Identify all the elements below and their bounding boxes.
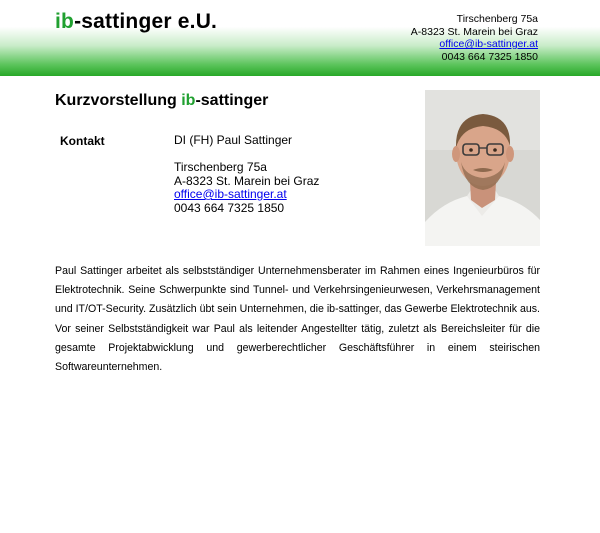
spacer <box>174 148 319 162</box>
title-prefix: Kurzvorstellung <box>55 92 182 109</box>
header-email-link[interactable]: office@ib-sattinger.at <box>439 38 538 50</box>
brand-prefix: ib <box>55 10 75 33</box>
contact-street: Tirschenberg 75a <box>174 160 267 174</box>
contact-details <box>174 134 319 215</box>
header-street: Tirschenberg 75a <box>456 13 538 25</box>
brand-suffix: -sattinger e.U. <box>74 10 218 33</box>
page-header <box>0 0 600 76</box>
title-suffix: -sattinger <box>195 92 269 109</box>
contact-city: A-8323 St. Marein bei Graz <box>174 173 320 188</box>
portrait-photo <box>425 90 540 246</box>
header-address <box>411 13 538 63</box>
company-logo-text <box>55 10 217 34</box>
header-city: A-8323 St. Marein bei Graz <box>410 25 538 38</box>
header-phone: 0043 664 7325 1850 <box>441 50 538 63</box>
contact-name: DI (FH) Paul Sattinger <box>174 133 293 147</box>
contact-email-link[interactable]: office@ib-sattinger.at <box>174 187 287 201</box>
intro-paragraph: Paul Sattinger arbeitet als selbstständiger Unternehmensberater im Rahmen eines Ingenieurbüros für Elektrotechnik. Seine Schwerpunkte sind Tunnel- und Verkehrsingenieurwesen, Verkehrsmanagement und IT/OT-Security. Zusätzlich übt sein Unternehmen, die ib-sattinger, das Gewerbe Elektrotechnik aus. Vor seiner Selbstständigkeit war Paul als leitender Angestellter tätig, zuletzt als Bereichsleiter für die gesamte Projektabwicklung und gewerberechtlicher Geschäftsführer in einem steirischen Softwareunternehmen. <box>55 265 540 374</box>
contact-phone: 0043 664 7325 1850 <box>174 200 285 215</box>
title-highlight: ib <box>181 92 196 109</box>
contact-label: Kontakt <box>60 134 105 148</box>
page-title <box>55 92 268 110</box>
